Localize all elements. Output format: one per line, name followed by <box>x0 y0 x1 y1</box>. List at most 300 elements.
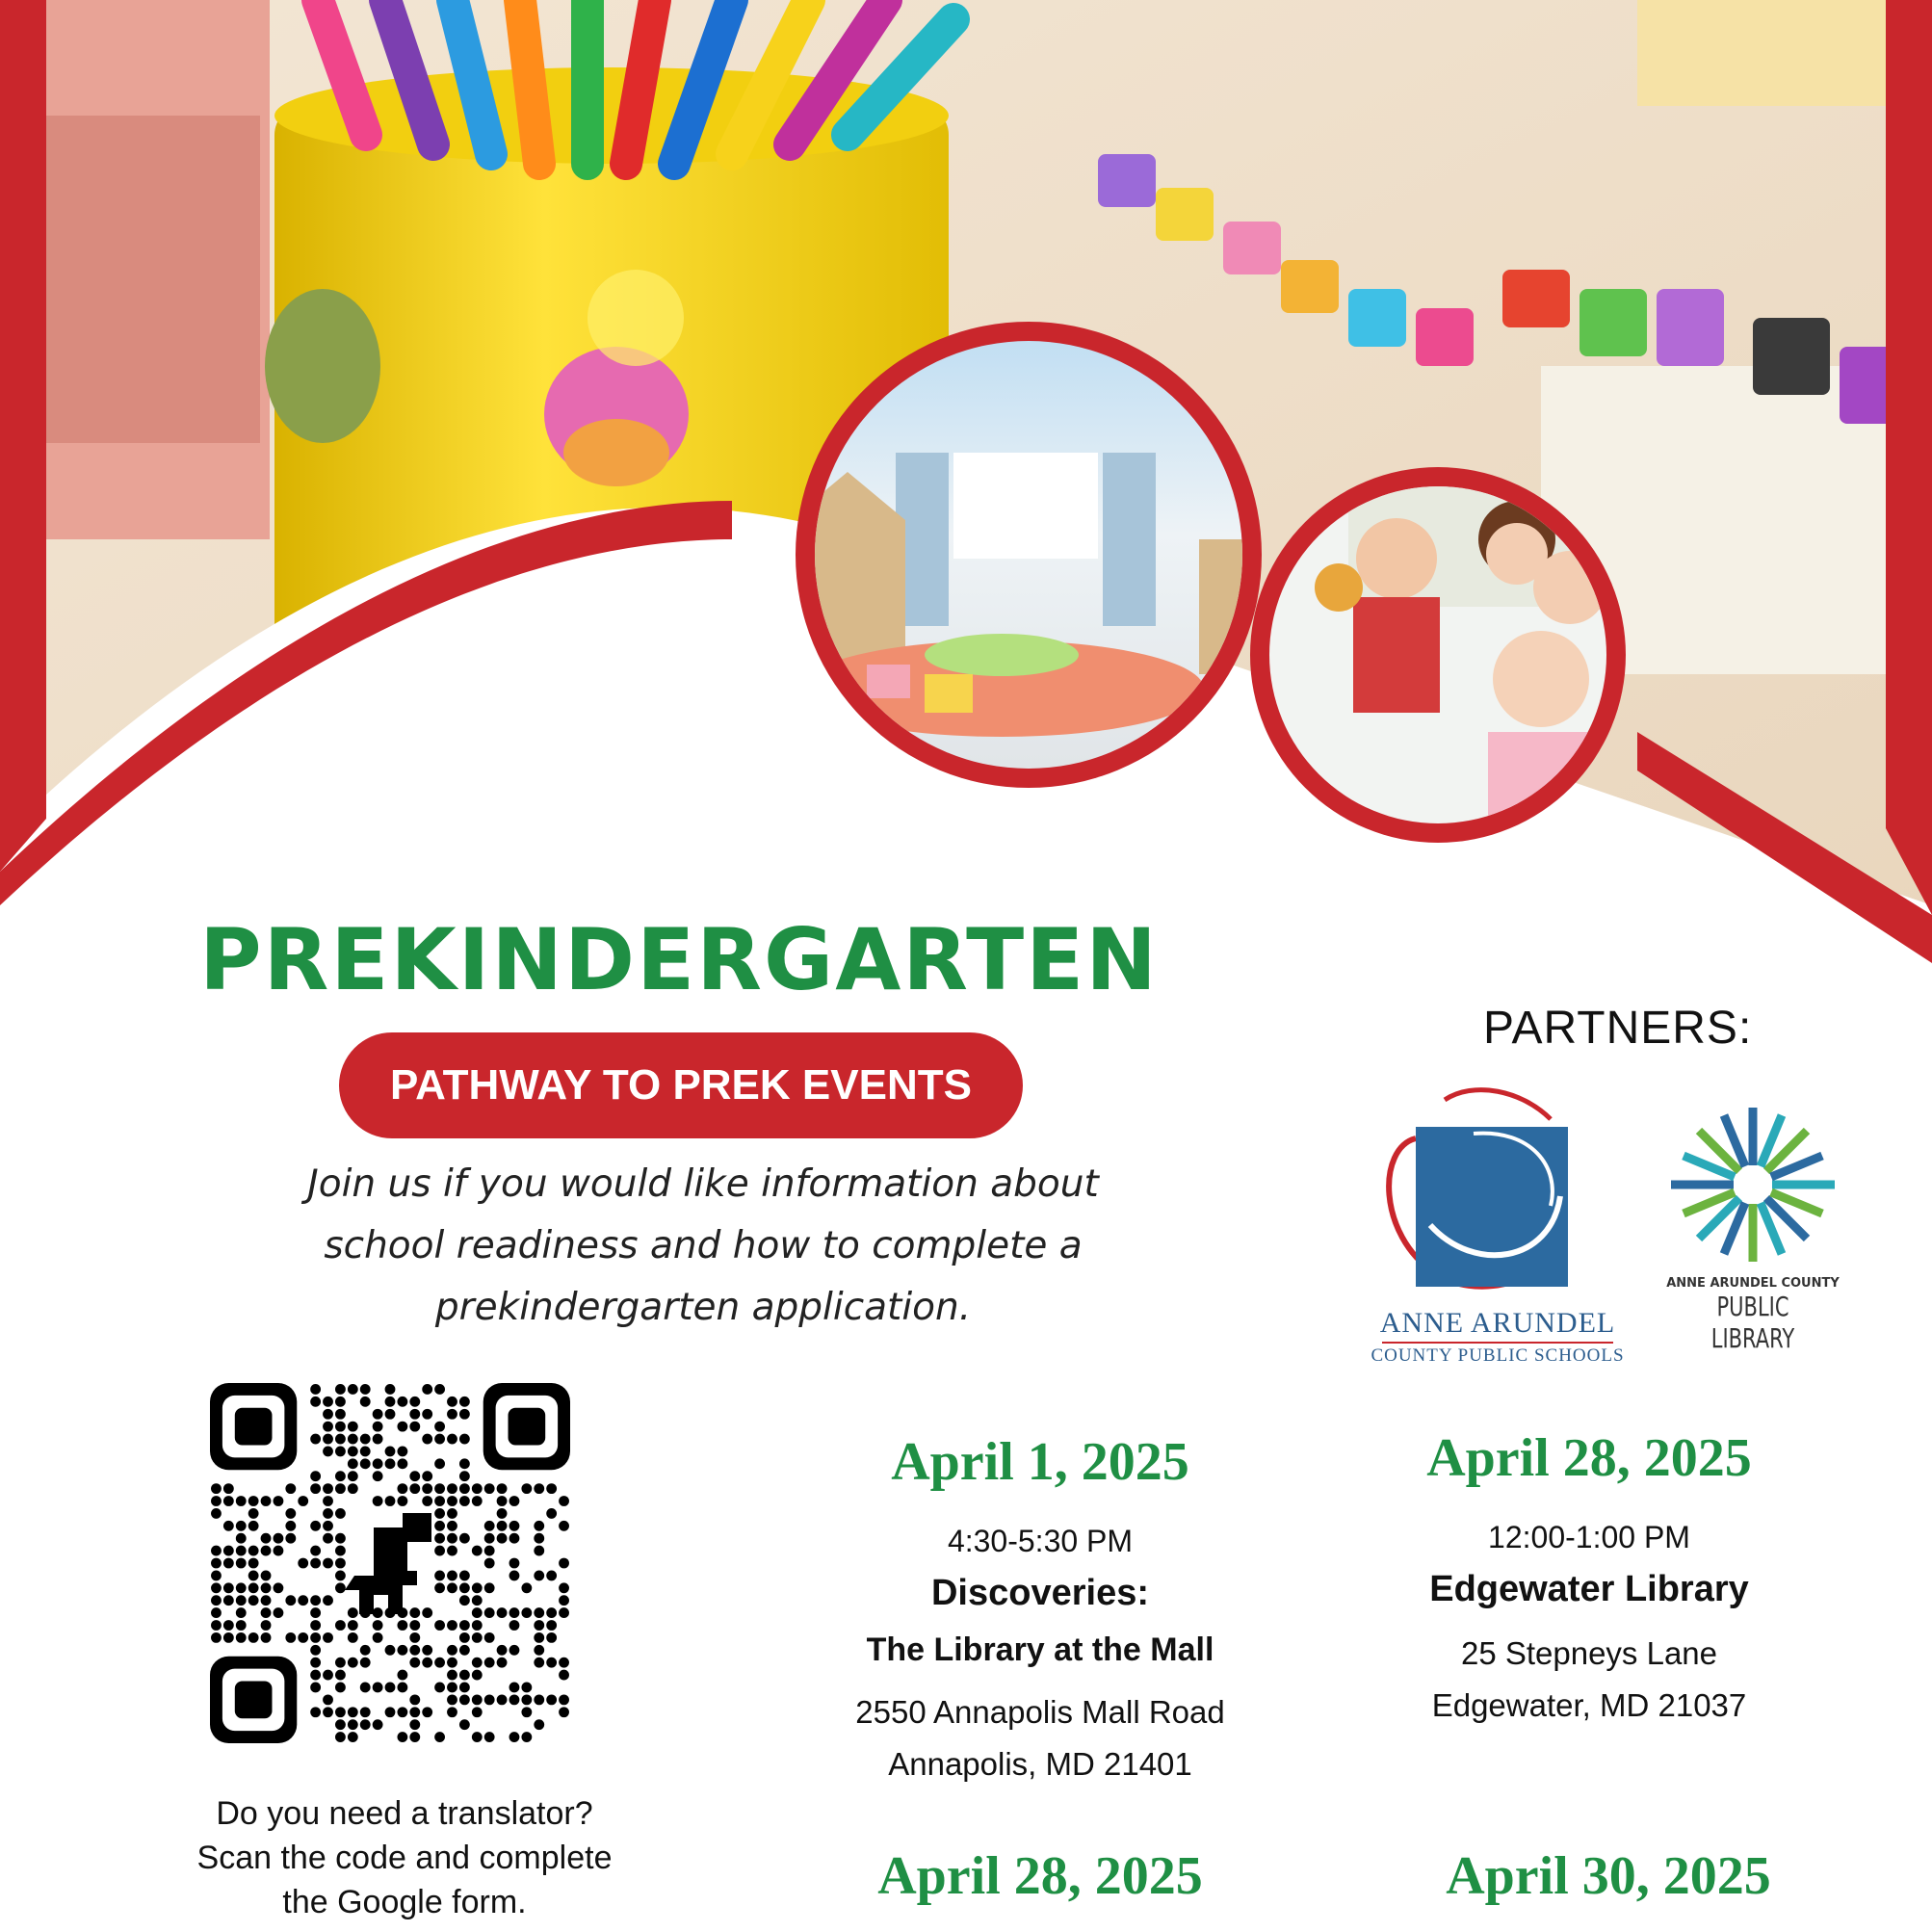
qr-module <box>409 1732 420 1742</box>
qr-module <box>409 1658 420 1668</box>
qr-module <box>447 1521 457 1531</box>
qr-module <box>534 1632 544 1643</box>
qr-module <box>323 1707 333 1717</box>
qr-module <box>559 1707 569 1717</box>
qr-module <box>509 1620 520 1631</box>
qr-module <box>360 1683 371 1693</box>
qr-module <box>236 1521 247 1531</box>
qr-module <box>447 1645 457 1656</box>
qr-module <box>459 1397 470 1407</box>
library-name-line1: ANNE ARUNDEL COUNTY <box>1666 1276 1840 1291</box>
qr-module <box>472 1496 483 1506</box>
qr-module <box>459 1458 470 1469</box>
qr-module <box>447 1483 457 1494</box>
qr-module <box>261 1570 272 1580</box>
qr-module <box>310 1645 321 1656</box>
qr-module <box>211 1607 222 1618</box>
qr-module <box>360 1447 371 1457</box>
qr-module <box>223 1595 234 1606</box>
qr-module <box>422 1483 432 1494</box>
qr-module <box>434 1384 445 1395</box>
schools-name-line1: ANNE ARUNDEL <box>1379 1307 1616 1339</box>
qr-module <box>497 1508 508 1519</box>
qr-module <box>559 1558 569 1569</box>
qr-finder-pattern <box>210 1383 297 1470</box>
qr-module <box>409 1397 420 1407</box>
qr-module <box>385 1409 396 1420</box>
qr-module <box>248 1582 259 1593</box>
qr-module <box>335 1471 346 1481</box>
qr-module <box>447 1620 457 1631</box>
qr-module <box>223 1582 234 1593</box>
qr-module <box>434 1533 445 1544</box>
qr-module <box>397 1422 407 1432</box>
qr-module <box>434 1658 445 1668</box>
qr-module <box>310 1607 321 1618</box>
qr-module <box>335 1447 346 1457</box>
translator-line: the Google form. <box>282 1884 527 1920</box>
qr-module <box>509 1533 520 1544</box>
qr-module <box>546 1483 557 1494</box>
qr-module <box>360 1458 371 1469</box>
qr-module <box>261 1546 272 1556</box>
qr-module <box>373 1409 383 1420</box>
qr-module <box>459 1670 470 1681</box>
qr-module <box>534 1658 544 1668</box>
qr-module <box>509 1683 520 1693</box>
qr-module <box>360 1719 371 1730</box>
qr-module <box>484 1607 495 1618</box>
qr-module <box>484 1632 495 1643</box>
qr-module <box>447 1508 457 1519</box>
qr-module <box>534 1546 544 1556</box>
qr-module <box>211 1483 222 1494</box>
qr-module <box>323 1533 333 1544</box>
qr-module <box>223 1546 234 1556</box>
qr-module <box>373 1620 383 1631</box>
qr-module <box>484 1582 495 1593</box>
qr-module <box>472 1546 483 1556</box>
qr-module <box>236 1533 247 1544</box>
qr-module <box>274 1582 284 1593</box>
qr-module <box>373 1607 383 1618</box>
qr-module <box>310 1384 321 1395</box>
qr-module <box>360 1645 371 1656</box>
qr-module <box>323 1447 333 1457</box>
qr-module <box>434 1458 445 1469</box>
qr-module <box>521 1694 532 1705</box>
event-location: Edgewater Library <box>1429 1569 1749 1609</box>
event-date: April 28, 2025 <box>1426 1428 1752 1488</box>
qr-module <box>521 1607 532 1618</box>
qr-module <box>447 1434 457 1445</box>
qr-module <box>323 1670 333 1681</box>
qr-module <box>534 1607 544 1618</box>
translator-line: Do you need a translator? <box>216 1795 593 1832</box>
qr-module <box>459 1632 470 1643</box>
qr-module <box>211 1620 222 1631</box>
qr-module <box>385 1397 396 1407</box>
qr-module <box>248 1570 259 1580</box>
qr-module <box>559 1582 569 1593</box>
qr-module <box>459 1582 470 1593</box>
qr-module <box>397 1670 407 1681</box>
event-card-april-1 <box>790 1431 1291 1790</box>
schools-divider <box>1382 1342 1613 1344</box>
event-location-detail: The Library at the Mall <box>866 1632 1214 1668</box>
qr-module <box>223 1620 234 1631</box>
qr-module <box>546 1607 557 1618</box>
qr-module <box>335 1483 346 1494</box>
qr-module <box>497 1694 508 1705</box>
qr-module <box>484 1483 495 1494</box>
qr-module <box>534 1521 544 1531</box>
qr-module <box>447 1409 457 1420</box>
qr-module <box>546 1632 557 1643</box>
qr-module <box>546 1508 557 1519</box>
qr-module <box>484 1658 495 1668</box>
qr-module <box>348 1434 358 1445</box>
qr-module <box>348 1447 358 1457</box>
intro-line: school readiness and how to complete a <box>324 1224 1083 1267</box>
qr-module <box>310 1434 321 1445</box>
event-address-line: Annapolis, MD 21401 <box>888 1746 1192 1782</box>
event-location: Discoveries: <box>930 1573 1149 1613</box>
qr-module <box>484 1694 495 1705</box>
qr-module <box>409 1694 420 1705</box>
qr-module <box>236 1620 247 1631</box>
qr-module <box>323 1397 333 1407</box>
qr-module <box>248 1508 259 1519</box>
qr-module <box>348 1658 358 1668</box>
qr-module <box>335 1732 346 1742</box>
qr-module <box>310 1471 321 1481</box>
qr-module <box>534 1533 544 1544</box>
qr-module <box>223 1483 234 1494</box>
qr-module <box>310 1670 321 1681</box>
qr-module <box>409 1707 420 1717</box>
qr-module <box>323 1558 333 1569</box>
qr-module <box>447 1683 457 1693</box>
qr-module <box>447 1496 457 1506</box>
qr-module <box>509 1645 520 1656</box>
qr-module <box>447 1397 457 1407</box>
qr-module <box>447 1533 457 1544</box>
qr-module <box>509 1558 520 1569</box>
qr-module <box>447 1570 457 1580</box>
qr-module <box>397 1447 407 1457</box>
qr-module <box>323 1422 333 1432</box>
qr-module <box>559 1670 569 1681</box>
qr-finder-pattern <box>483 1383 570 1470</box>
qr-module <box>348 1707 358 1717</box>
qr-module <box>248 1546 259 1556</box>
qr-module <box>335 1570 346 1580</box>
qr-module <box>422 1471 432 1481</box>
qr-module <box>248 1632 259 1643</box>
qr-module <box>236 1607 247 1618</box>
qr-module <box>348 1384 358 1395</box>
qr-module <box>509 1607 520 1618</box>
qr-module <box>211 1582 222 1593</box>
qr-module <box>274 1546 284 1556</box>
qr-module <box>422 1434 432 1445</box>
event-address <box>790 1686 1291 1790</box>
qr-module <box>559 1694 569 1705</box>
qr-module <box>348 1620 358 1631</box>
qr-module <box>434 1683 445 1693</box>
events-banner: PATHWAY TO PREK EVENTS <box>339 1032 1023 1138</box>
qr-module <box>521 1707 532 1717</box>
qr-code[interactable] <box>210 1383 570 1743</box>
dino-icon <box>345 1513 431 1614</box>
qr-module <box>397 1496 407 1506</box>
qr-module <box>509 1570 520 1580</box>
qr-module <box>472 1670 483 1681</box>
qr-module <box>484 1558 495 1569</box>
qr-module <box>348 1471 358 1481</box>
qr-module <box>509 1732 520 1742</box>
qr-module <box>335 1508 346 1519</box>
qr-module <box>497 1607 508 1618</box>
qr-module <box>310 1397 321 1407</box>
qr-module <box>422 1645 432 1656</box>
qr-module <box>223 1632 234 1643</box>
qr-module <box>285 1521 296 1531</box>
qr-module <box>360 1434 371 1445</box>
qr-module <box>274 1607 284 1618</box>
translator-line: Scan the code and complete <box>196 1840 613 1876</box>
qr-module <box>472 1595 483 1606</box>
qr-module <box>459 1570 470 1580</box>
qr-module <box>497 1496 508 1506</box>
qr-module <box>236 1582 247 1593</box>
qr-module <box>472 1483 483 1494</box>
qr-module <box>335 1620 346 1631</box>
qr-module <box>285 1508 296 1519</box>
qr-module <box>521 1683 532 1693</box>
qr-module <box>335 1670 346 1681</box>
qr-module <box>397 1458 407 1469</box>
qr-module <box>348 1719 358 1730</box>
intro-line: Join us if you would like information about <box>307 1162 1099 1206</box>
qr-module <box>310 1632 321 1643</box>
partners-heading: PARTNERS: <box>1483 1003 1753 1054</box>
qr-module <box>497 1533 508 1544</box>
qr-module <box>484 1521 495 1531</box>
qr-module <box>397 1645 407 1656</box>
qr-module <box>373 1632 383 1643</box>
qr-module <box>447 1582 457 1593</box>
qr-module <box>497 1645 508 1656</box>
qr-module <box>459 1533 470 1544</box>
qr-module <box>236 1546 247 1556</box>
qr-module <box>211 1570 222 1580</box>
qr-module <box>248 1558 259 1569</box>
qr-module <box>459 1620 470 1631</box>
qr-module <box>459 1645 470 1656</box>
qr-module <box>534 1719 544 1730</box>
qr-module <box>211 1496 222 1506</box>
qr-module <box>434 1570 445 1580</box>
qr-module <box>397 1707 407 1717</box>
qr-module <box>459 1683 470 1693</box>
qr-module <box>534 1570 544 1580</box>
qr-module <box>434 1521 445 1531</box>
qr-module <box>484 1546 495 1556</box>
qr-module <box>223 1558 234 1569</box>
qr-module <box>211 1632 222 1643</box>
qr-module <box>397 1397 407 1407</box>
qr-module <box>534 1694 544 1705</box>
qr-module <box>323 1694 333 1705</box>
qr-module <box>409 1422 420 1432</box>
qr-module <box>348 1632 358 1643</box>
qr-module <box>236 1632 247 1643</box>
qr-module <box>422 1607 432 1618</box>
qr-module <box>422 1384 432 1395</box>
qr-module <box>348 1458 358 1469</box>
qr-module <box>497 1521 508 1531</box>
event-time: 4:30-5:30 PM <box>947 1524 1134 1558</box>
qr-module <box>211 1558 222 1569</box>
qr-module <box>373 1471 383 1481</box>
qr-module <box>434 1546 445 1556</box>
qr-module <box>559 1658 569 1668</box>
qr-module <box>497 1483 508 1494</box>
qr-module <box>323 1496 333 1506</box>
qr-module <box>211 1546 222 1556</box>
qr-module <box>285 1533 296 1544</box>
qr-module <box>298 1595 308 1606</box>
qr-module <box>248 1521 259 1531</box>
event-address-line: Edgewater, MD 21037 <box>1431 1687 1747 1723</box>
qr-module <box>261 1607 272 1618</box>
qr-module <box>521 1483 532 1494</box>
qr-module <box>323 1595 333 1606</box>
qr-module <box>459 1595 470 1606</box>
qr-module <box>484 1732 495 1742</box>
qr-module <box>310 1483 321 1494</box>
qr-module <box>422 1496 432 1506</box>
qr-module <box>236 1558 247 1569</box>
qr-module <box>434 1620 445 1631</box>
qr-module <box>459 1496 470 1506</box>
qr-module <box>335 1546 346 1556</box>
qr-module <box>385 1496 396 1506</box>
qr-module <box>248 1595 259 1606</box>
qr-module <box>472 1632 483 1643</box>
qr-module <box>472 1620 483 1631</box>
qr-module <box>360 1707 371 1717</box>
qr-module <box>559 1607 569 1618</box>
qr-module <box>447 1670 457 1681</box>
qr-module <box>323 1508 333 1519</box>
qr-module <box>298 1496 308 1506</box>
qr-module <box>236 1496 247 1506</box>
qr-module <box>484 1533 495 1544</box>
qr-finder-pattern <box>210 1657 297 1743</box>
event-address-line: 25 Stepneys Lane <box>1460 1635 1718 1671</box>
qr-module <box>285 1595 296 1606</box>
qr-module <box>323 1483 333 1494</box>
qr-module <box>409 1483 420 1494</box>
qr-module <box>223 1521 234 1531</box>
qr-module <box>335 1409 346 1420</box>
qr-module <box>521 1582 532 1593</box>
qr-module <box>373 1458 383 1469</box>
intro-line: prekindergarten application. <box>434 1286 972 1329</box>
qr-module <box>261 1582 272 1593</box>
event-card-april-28 <box>1339 1427 1840 1732</box>
qr-module <box>546 1694 557 1705</box>
qr-module <box>434 1732 445 1742</box>
qr-module <box>310 1683 321 1693</box>
qr-module <box>298 1558 308 1569</box>
event-date: April 1, 2025 <box>891 1432 1189 1492</box>
qr-module <box>422 1707 432 1717</box>
qr-module <box>360 1658 371 1668</box>
qr-module <box>323 1434 333 1445</box>
qr-module <box>472 1607 483 1618</box>
qr-module <box>397 1620 407 1631</box>
qr-module <box>434 1496 445 1506</box>
qr-module <box>409 1409 420 1420</box>
qr-module <box>274 1496 284 1506</box>
qr-module <box>385 1683 396 1693</box>
qr-module <box>459 1409 470 1420</box>
qr-module <box>546 1620 557 1631</box>
page-title: PREKINDERGARTEN <box>199 910 1159 1009</box>
qr-module <box>335 1683 346 1693</box>
qr-module <box>459 1694 470 1705</box>
hero-photo-collage <box>0 0 1932 963</box>
qr-module <box>248 1496 259 1506</box>
qr-module <box>373 1719 383 1730</box>
qr-module <box>397 1732 407 1742</box>
qr-module <box>373 1496 383 1506</box>
qr-module <box>335 1422 346 1432</box>
qr-module <box>310 1595 321 1606</box>
qr-module <box>509 1694 520 1705</box>
qr-module <box>310 1707 321 1717</box>
qr-module <box>397 1483 407 1494</box>
qr-module <box>360 1384 371 1395</box>
qr-module <box>335 1397 346 1407</box>
qr-module <box>261 1620 272 1631</box>
qr-module <box>534 1620 544 1631</box>
qr-module <box>236 1595 247 1606</box>
qr-module <box>447 1546 457 1556</box>
qr-module <box>211 1508 222 1519</box>
qr-module <box>497 1658 508 1668</box>
event-address <box>1339 1628 1840 1732</box>
qr-module <box>434 1434 445 1445</box>
qr-module <box>385 1447 396 1457</box>
qr-module <box>409 1632 420 1643</box>
qr-module <box>385 1458 396 1469</box>
qr-module <box>472 1732 483 1742</box>
qr-module <box>223 1496 234 1506</box>
qr-module <box>323 1521 333 1531</box>
qr-module <box>521 1732 532 1742</box>
qr-module <box>348 1732 358 1742</box>
intro-text <box>289 1154 1117 1339</box>
qr-module <box>546 1570 557 1580</box>
qr-module <box>310 1658 321 1668</box>
qr-module <box>385 1707 396 1717</box>
qr-module <box>472 1658 483 1668</box>
